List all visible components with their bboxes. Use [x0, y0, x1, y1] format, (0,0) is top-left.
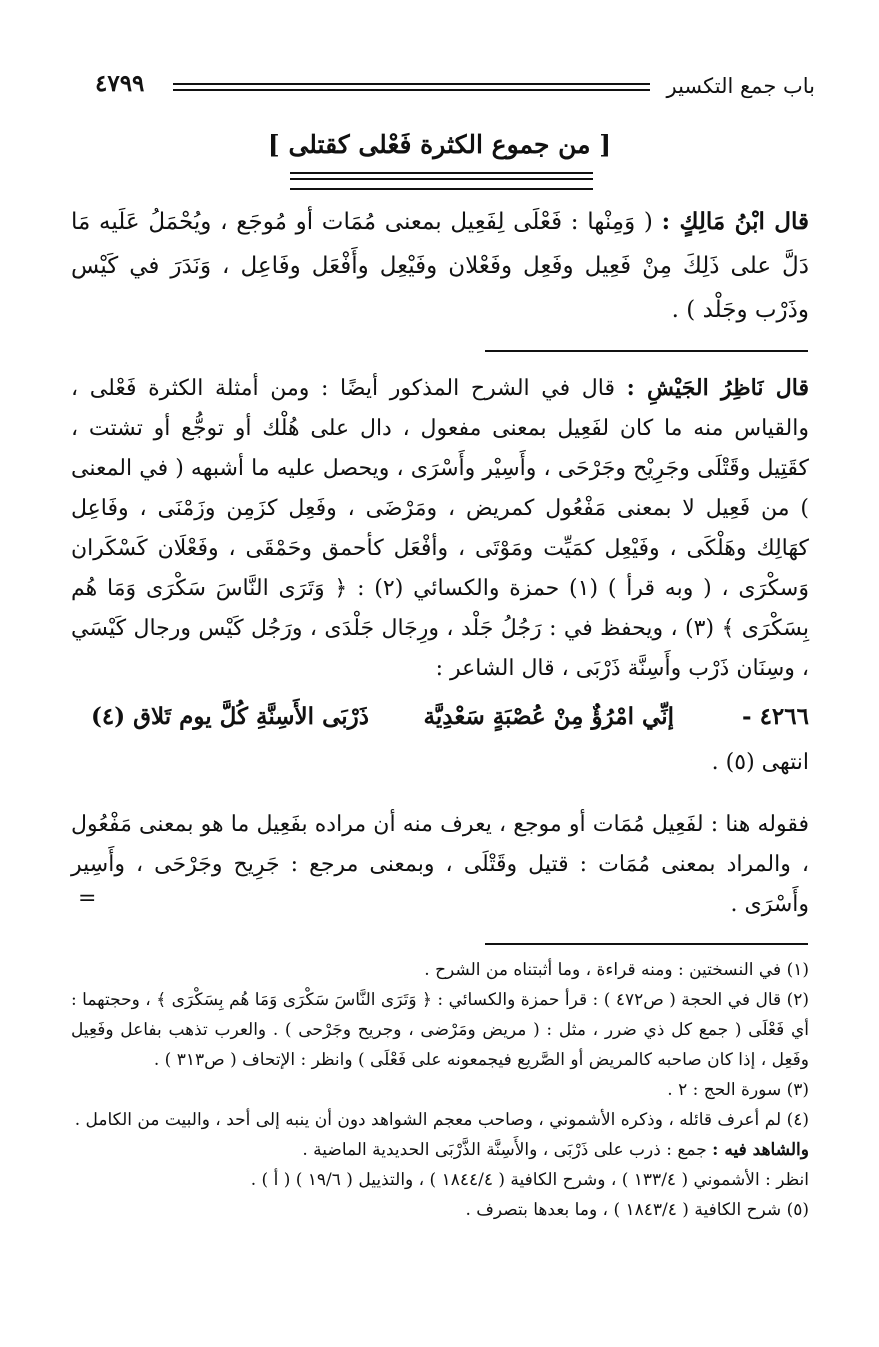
footnotes — [71, 955, 809, 1225]
page-number: ٤٧٩٩ — [95, 70, 145, 97]
commentary-paragraph — [71, 368, 809, 689]
footnote-rule — [485, 943, 808, 945]
separator-rule — [485, 350, 808, 352]
commentary-text: قال في الشرح المذكور أيضًا : ومن أمثلة الكثرة فَعْلى ، والقياس منه ما كان لفَعِيل بمعنى مفعول ، دال على هُلْك أو توجُّع أو تشتت ، كقَتِيل وقَتْلَى وجَرِيْح وجَرْحَى ، وأَسِيْر وأَسْرَى ، ويحصل عليه ما أشبهه ( في المعنى ) من فَعِيل لا بمعنى مَفْعُول كمريض ، ومَرْضَى ، وفَعِل كزَمِن وزَمْنَى ، وفَاعِل كهَالِك وهَلْكَى ، وفَيْعِل كمَيِّت ومَوْتَى ، وأفْعَل كأحمق وحَمْقَى ، وفَعْلَان كَسْكَران وَسكْرَى ، ( وبه قرأ ) (١) حمزة والكسائي (٢) : ﴿ وَتَرَى النَّاسَ سَكْرَى وَمَا هُم بِسَكْرَى ﴾ (٣) ، ويحفظ في : رَجُلُ جَلْد ، ورِجَال جَلْدَى ، ورَجُل كَيْس ورجال كَيْسَي ، وسِنَان ذَرْب وأَسِنَّة ذَرْبَى ، قال الشاعر : — [71, 376, 810, 681]
footnote-1: (١) في النسختين : ومنه قراءة ، وما أثبتناه من الشرح . — [424, 960, 809, 980]
footnote-5: (٥) شرح الكافية ( ١٨٤٣/٤ ) ، وما بعدها بتصرف . — [465, 1200, 809, 1220]
quote-paragraph — [71, 200, 809, 332]
quote-text: ( وَمِنْها : فَعْلَى لِفَعِيل بمعنى مُمَات أو مُوجَع ، ويُحْمَلُ عَلَيه مَا دَلَّ على ذَلِكَ مِنْ فَعِيل وفَعِل وفَعْلان وفَيْعِل وأَفْعَل وفَاعِل ، وَنَدَرَ في كَيْس وذَرْب وجَلْد ) . — [71, 209, 809, 323]
chapter-title: باب جمع التكسير — [666, 74, 815, 98]
poem-verse — [71, 703, 809, 743]
end-of-quote: انتهى (٥) . — [711, 750, 809, 775]
conclusion-paragraph: فقوله هنا : لفَعِيل مُمَات أو موجع ، يعرف منه أن مراده بفَعِيل ما هو بمعنى مَفْعُول ، والمراد بمعنى مُمَات : قتيل وقَتْلَى ، وبمعنى مرجع : جَرِيح وجَرْحَى ، وأَسِير وأَسْرَى . — [71, 812, 809, 917]
running-header — [95, 70, 815, 106]
witness-label: والشاهد فيه : — [712, 1140, 809, 1160]
header-rule — [173, 83, 650, 91]
footnote-4: (٤) لم أعرف قائله ، وذكره الأشموني ، وصاحب معجم الشواهد دون أن ينبه إلى أحد ، والبيت من الكامل . — [74, 1110, 809, 1130]
title-underline — [290, 172, 593, 190]
footnote-3: (٣) سورة الحج : ٢ . — [667, 1080, 809, 1100]
verse-number: ٤٢٦٦ - — [742, 703, 809, 730]
section-title: [ من جموع الكثرة فَعْلى كقتلى ] — [267, 130, 612, 159]
continuation-mark: = — [78, 886, 97, 911]
verse-hemistich-first: إنِّي امْرُؤٌ مِنْ عُصْبَةٍ سَعْدِيَّة — [423, 703, 674, 730]
footnote-4-witness — [71, 1135, 809, 1165]
commentary-speaker: قال نَاظِرُ الجَيْشِ : — [626, 375, 810, 401]
verse-hemistich-second: ذَرْبَى الأَسِنَّةِ كُلَّ يوم تَلاق (٤) — [90, 703, 369, 730]
footnote-2: (٢) قال في الحجة ( ص٤٧٢ ) : قرأ حمزة والكسائي : ﴿ وَتَرَى النَّاسَ سَكْرَى وَمَا هُم بِسَكْرَى ﴾ ، وحجتهما : أي فَعْلَى ( جمع كل ذي ضرر ، مثل : ( مريض ومَرْضى ، وجريح وجَرْحى ) . والعرب تذهب بفاعل وفَعِيل وفَعِل ، إذا كان صاحبه كالمريض أو الصَّريع فيجمعونه على فَعْلَى ) وانظر : الإتحاف ( ص٣١٣ ) . — [71, 990, 809, 1070]
footnote-4-see: انظر : الأشموني ( ١٣٣/٤ ) ، وشرح الكافية ( ١٨٤٤/٤ ) ، والتذييل ( ١٩/٦ ) ( أ ) . — [250, 1170, 809, 1190]
witness-text: جمع : ذرب على ذَرْبَى ، والأَسِنَّة الذَّرْبَى الحديدية الماضية . — [302, 1140, 707, 1160]
quote-speaker: قال ابْنُ مَالِكٍ : — [661, 208, 809, 235]
